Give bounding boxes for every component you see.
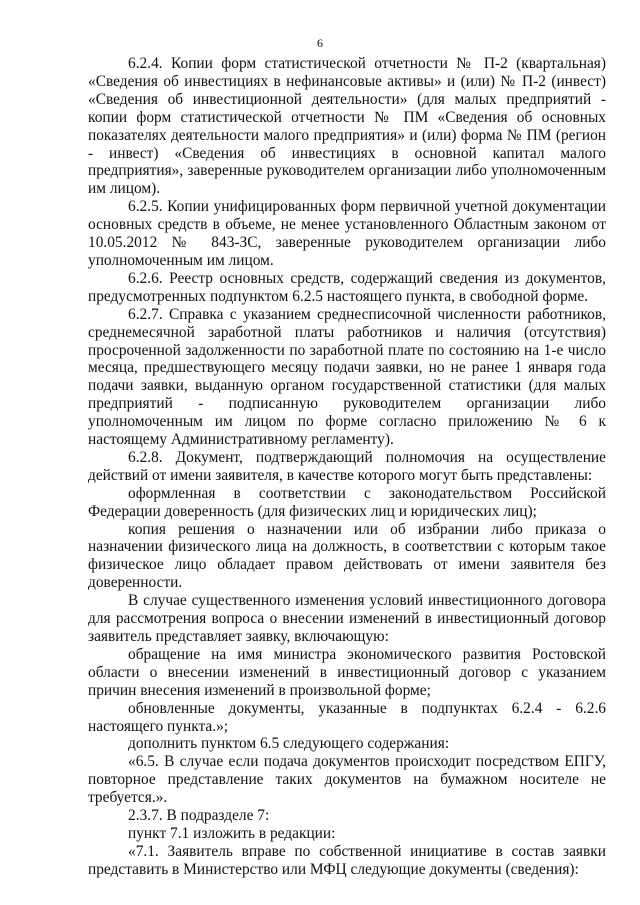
- paragraph-minister-appeal: обращение на имя министра экономического развития Ростовской области о внесении изменений в инвестиционный договор с указанием причин внесения изменений в произвольной форме;: [88, 645, 606, 699]
- paragraph-6-2-7: 6.2.7. Справка с указанием среднесписочной численности работников, среднемесячной заработной платы работников и наличия (отсутствия) просроченной задолженности по заработной плате по состоянию на 1-е число месяца, предшествующего месяцу подачи заявки, но не ранее 1 января года подачи заявки, выданную органом государственной статистики (для малых предприятий - подписанную руководителем организации либо уполномоченным им лицом по форме согласно приложению № 6 к настоящему Административному регламенту).: [88, 305, 606, 449]
- paragraph-7-1-intro: пункт 7.1 изложить в редакции:: [128, 824, 336, 842]
- paragraph-appointment-copy: копия решения о назначении или об избрании либо приказа о назначении физического лица на должность, в соответствии с которым такое физическое лицо обладает правом действовать от имени заявителя без доверенности.: [88, 520, 606, 592]
- paragraph-6-5: «6.5. В случае если подача документов происходит посредством ЕПГУ, повторное представление таких документов на бумажном носителе не требуется.».: [88, 753, 606, 807]
- paragraph-6-2-5: 6.2.5. Копии унифицированных форм первичной учетной документации основных средств в объеме, не менее установленного Областным законом от 10.05.2012 № 843-ЗС, заверенные руководителем организации либо уполномоченным им лицом.: [88, 198, 606, 269]
- page-number: 6: [317, 36, 323, 50]
- paragraph-updated-documents: обновленные документы, указанные в подпунктах 6.2.4 - 6.2.6 настоящего пункта.»;: [88, 699, 606, 735]
- paragraph-power-of-attorney: оформленная в соответствии с законодательством Российской Федерации доверенность (для физических лиц и юридических лиц);: [88, 484, 606, 520]
- paragraph-contract-changes: В случае существенного изменения условий инвестиционного договора для рассмотрения вопроса о внесении изменений в инвестиционный договор заявитель представляет заявку, включающую:: [88, 592, 606, 645]
- paragraph-6-2-4: 6.2.4. Копии форм статистической отчетности № П-2 (квартальная) «Сведения об инвестициях в нефинансовые активы» и (или) № П-2 (инвест) «Сведения об инвестиционной деятельности» (для малых предприятий - копии форм статистической отчетности № ПМ «Сведения об основных показателях деятельности малого предприятия» и (или) форма № ПМ (регион - инвест) «Сведения об инвестициях в основной капитал малого предприятия», заверенные руководителем организации либо уполномоченным им лицом).: [88, 55, 606, 198]
- paragraph-7-1: «7.1. Заявитель вправе по собственной инициативе в состав заявки представить в Министерство или МФЦ следующие документы (сведения):: [88, 842, 606, 878]
- paragraph-6-2-8: 6.2.8. Документ, подтверждающий полномочия на осуществление действий от имени заявителя, в качестве которого могут быть представлены:: [88, 448, 606, 484]
- paragraph-2-3-7: 2.3.7. В подразделе 7:: [128, 807, 270, 825]
- document-body: [88, 55, 606, 879]
- paragraph-add-6-5: дополнить пунктом 6.5 следующего содержания:: [128, 735, 450, 753]
- paragraph-6-2-6: 6.2.6. Реестр основных средств, содержащий сведения из документов, предусмотренных подпунктом 6.2.5 настоящего пункта, в свободной форме.: [88, 269, 606, 305]
